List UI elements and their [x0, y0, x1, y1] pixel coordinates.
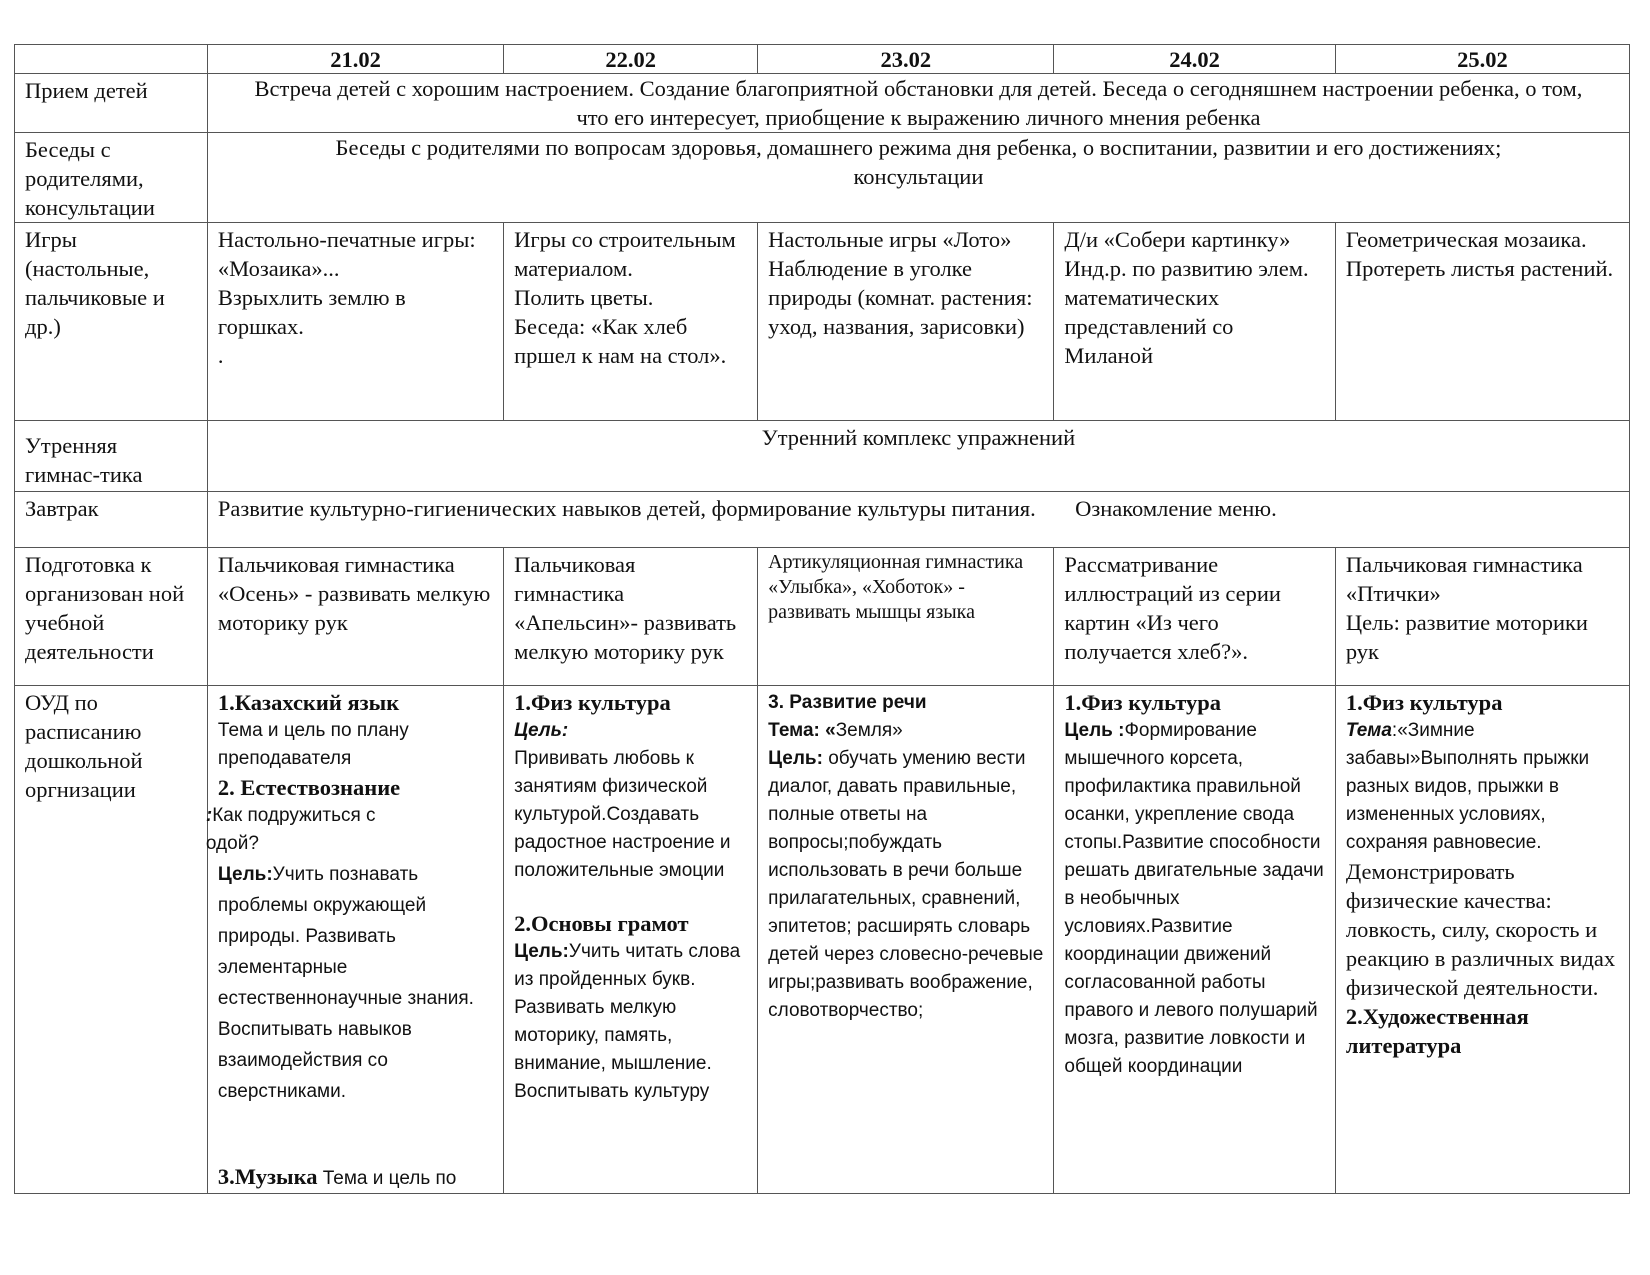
topic-text: :«Зимние забавы»Выполнять прыжки разных видов, прыжки в измененных условиях, сохраняя равновесие.	[1345, 720, 1590, 853]
subject-heading: 2.Основы грамот	[514, 911, 689, 936]
games-cell: Д/и «Собери картинку» Инд.р. по развитию элем. математических представлений со Миланой	[1054, 223, 1335, 421]
gym-text: Утренний комплекс упражнений	[207, 421, 1629, 492]
gym-row	[15, 421, 1630, 492]
row-label: Беседы с родителями, консультации	[15, 133, 208, 223]
parents-text: Беседы с родителями по вопросам здоровья, домашнего режима дня ребенка, о воспитании, развитии и его достижениях; консультации	[207, 133, 1629, 223]
row-label: Прием детей	[15, 74, 208, 133]
topic-text: Земля»	[835, 720, 903, 741]
subject-text: Тема и цель по плану преподавателя	[217, 720, 409, 769]
subject-heading: 1.Физ культура	[1345, 690, 1503, 715]
reception-row	[15, 74, 1630, 133]
games-cell: Геометрическая мозаика. Протереть листья растений.	[1335, 223, 1629, 421]
goal-label: Цель :	[1064, 720, 1125, 741]
prep-cell: Артикуляционная гимнастика «Улыбка», «Хоботок» - развивать мышцы языка	[758, 548, 1054, 686]
topic-label: :	[205, 805, 213, 826]
subject-text: Тема и цель по	[317, 1168, 457, 1189]
header-corner-cell	[15, 45, 208, 74]
prep-row	[15, 548, 1630, 686]
row-label: Подготовка к организован ной учебной деятельности	[15, 548, 208, 686]
subject-heading: 1.Казахский язык	[217, 690, 400, 715]
goal-label: Цель:	[768, 748, 823, 769]
date-header: 24.02	[1054, 45, 1335, 74]
prep-cell: Пальчиковая гимнастика «Осень» - развивать мелкую моторику рук	[207, 548, 503, 686]
oud-cell-friday	[1335, 686, 1629, 1194]
row-label: ОУД по расписанию дошкольной оргнизации	[15, 686, 208, 1194]
subject-heading: 1.Физ культура	[514, 690, 671, 715]
goal-text: Формирование мышечного корсета, профилактика правильной осанки, укрепление свода стопы.Развитие способности решать двигательные задачи в необычных условиях.Развитие координации движений согласованной работы правого и левого полушарий мозга, развитие ловкости и общей координации	[1064, 720, 1324, 1077]
date-header: 22.02	[504, 45, 758, 74]
topic-label: Тема	[1345, 720, 1392, 741]
daily-plan-table	[14, 44, 1630, 1194]
subject-text: Демонстрировать физические качества: ловкость, силу, скорость и реакцию в различных видах физической деятельности.	[1345, 859, 1616, 1000]
topic-text: Как подружиться с	[212, 805, 376, 826]
date-header: 23.02	[758, 45, 1054, 74]
goal-text: Развивать мелкую моторику, память, внимание, мышление. Воспитывать культуру	[514, 997, 712, 1102]
goal-label: Цель:	[514, 720, 569, 741]
parents-row	[15, 133, 1630, 223]
oud-cell-monday	[207, 686, 503, 1194]
oud-cell-thursday	[1054, 686, 1335, 1194]
goal-text: Прививать любовь к занятиям физической культурой.Создавать радостное настроение и положительные эмоции	[514, 748, 731, 881]
goal-label: Цель:	[514, 941, 569, 962]
breakfast-row	[15, 492, 1630, 548]
subject-heading: 1.Физ культура	[1064, 690, 1221, 715]
subject-heading: 3.Музыка	[217, 1164, 318, 1189]
topic-label: Тема: «	[768, 720, 836, 741]
prep-cell: Пальчиковая гимнастика «Птички» Цель: развитие моторики рук	[1335, 548, 1629, 686]
prep-cell: Рассматривание иллюстраций из серии картин «Из чего получается хлеб?».	[1054, 548, 1335, 686]
goal-text: Учить познавать проблемы окружающей природы. Развивать элементарные естественнонаучные знания. Воспитывать навыков взаимодействия со сверстниками.	[217, 864, 474, 1102]
oud-cell-wednesday	[758, 686, 1054, 1194]
games-row	[15, 223, 1630, 421]
games-cell: Настольные игры «Лото» Наблюдение в уголке природы (комнат. растения: уход, названия, зарисовки)	[758, 223, 1054, 421]
goal-label: Цель:	[217, 864, 273, 885]
subject-heading: 3. Развитие речи	[768, 692, 927, 713]
oud-row	[15, 686, 1630, 1194]
row-label: Игры (настольные, пальчиковые и др.)	[15, 223, 208, 421]
oud-cell-tuesday	[504, 686, 758, 1194]
prep-cell: Пальчиковая гимнастика «Апельсин»- развивать мелкую моторику рук	[504, 548, 758, 686]
reception-text: Встреча детей с хорошим настроением. Создание благоприятной обстановки для детей. Беседа о сегодняшнем настроении ребенка, о том, что его интересует, приобщение к выражению личного мнения ребенка	[207, 74, 1629, 133]
games-cell: Настольно-печатные игры: «Мозаика»... Взрыхлить землю в горшках. .	[207, 223, 503, 421]
goal-text: Учить читать слова из пройденных букв.	[514, 941, 741, 990]
breakfast-text: Развитие культурно-гигиенических навыков детей, формирование культуры питания. Ознакомление меню.	[207, 492, 1629, 548]
header-row	[15, 45, 1630, 74]
subject-heading: 2. Естествознание	[217, 775, 401, 800]
date-header: 25.02	[1335, 45, 1629, 74]
date-header: 21.02	[207, 45, 503, 74]
subject-heading: 2.Художественная литература	[1345, 1004, 1529, 1058]
goal-text: обучать умению вести диалог, давать правильные, полные ответы на вопросы;побуждать использовать в речи больше прилагательных, сравнений, эпитетов; расширять словарь детей через словесно-речевые игры;развивать воображение, словотворчество;	[768, 748, 1044, 1021]
row-label: Завтрак	[15, 492, 208, 548]
games-cell: Игры со строительным материалом. Полить цветы. Беседа: «Как хлеб пршел к нам на стол».	[504, 223, 758, 421]
topic-text: одой?	[205, 833, 259, 854]
row-label: Утренняя гимнас-тика	[15, 421, 208, 492]
